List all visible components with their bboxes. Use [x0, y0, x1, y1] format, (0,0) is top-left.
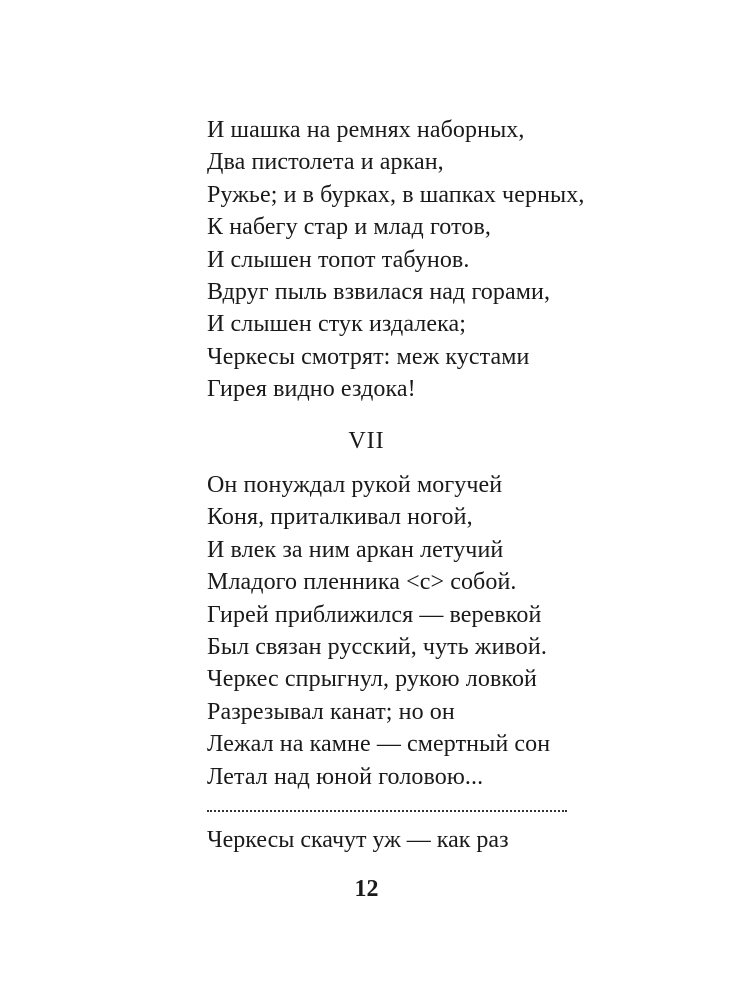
verse-line: Черкесы смотрят: меж кустами: [207, 343, 530, 370]
verse-line: И слышен топот табунов.: [207, 246, 470, 273]
verse-line: И влек за ним аркан летучий: [207, 536, 504, 563]
verse-line: Ружье; и в бурках, в шапках черных,: [207, 181, 585, 208]
verse-line: Был связан русский, чуть живой.: [207, 634, 547, 661]
verse-line: Летал над юной головою...: [207, 763, 484, 790]
verse-line: Гирея видно ездока!: [207, 376, 416, 403]
verse-line: И слышен стук издалека;: [207, 311, 467, 338]
verse-line: К набегу стар и млад готов,: [207, 214, 491, 241]
stanza-2: [207, 469, 550, 793]
verse-line: И шашка на ремнях наборных,: [207, 117, 525, 143]
verse-line: Коня, приталкивал ногой,: [207, 504, 473, 531]
verse-line-after-omission: Черкесы скачут уж — как раз: [207, 827, 509, 853]
section-heading: VII: [348, 428, 385, 454]
verse-line: Разрезывал канат; но он: [207, 698, 455, 725]
verse-line: Младого пленника <с> собой.: [207, 569, 517, 596]
verse-line: Гирей приближился — веревкой: [207, 601, 542, 628]
verse-line: Вдруг пыль взвилася над горами,: [207, 279, 551, 306]
verse-line: Два пистолета и аркан,: [207, 149, 444, 176]
verse-line: Он понуждал рукой могучей: [207, 472, 503, 498]
page-number: 12: [354, 876, 379, 902]
verse-line: Лежал на камне — смертный сон: [207, 731, 551, 758]
stanza-1: [207, 114, 584, 406]
verse-line: Черкес спрыгнул, рукою ловкой: [207, 666, 537, 693]
omission-dotted-line: [207, 808, 567, 812]
